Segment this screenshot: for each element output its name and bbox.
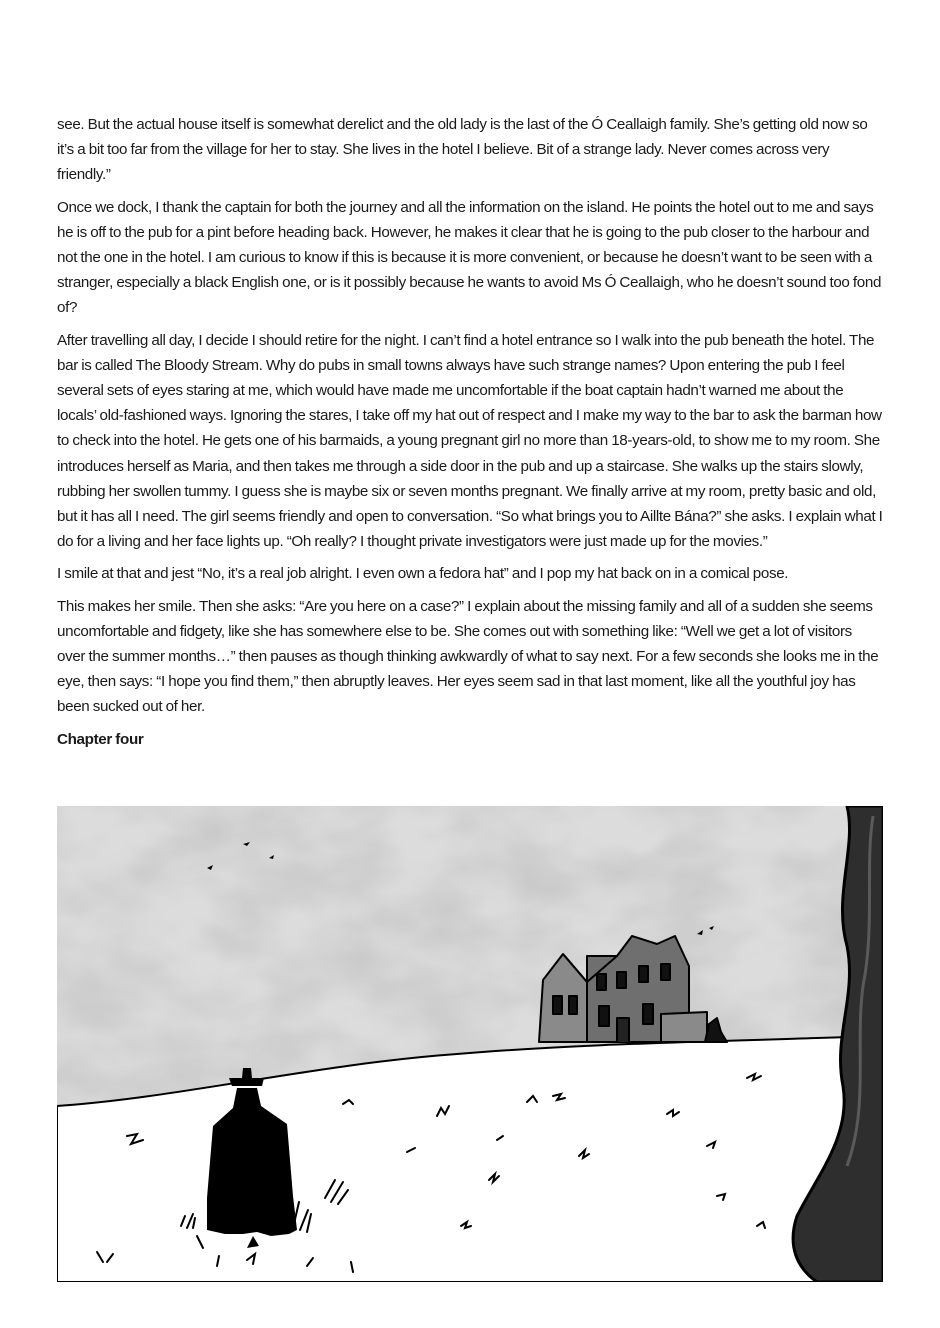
paragraph-4: I smile at that and jest “No, it’s a real job alright. I even own a fedora hat” and I pop my hat back on in a comical pose. xyxy=(57,565,789,583)
illustration-svg xyxy=(57,806,883,1282)
paragraph-2: Once we dock, I thank the captain for both the journey and all the information on the island. He points the hotel out to me and says he is off to the pub for a pint before heading back. However, he makes it clear that he is going to the pub closer to the harbour and not the one in the hotel. I am curious to know if this is because it is more convenient, or because he doesn’t want to be seen with a stranger, especially a black English one, or is it possibly because he wants to avoid Ms Ó Ceallaigh, who he doesn’t sound too fond of? xyxy=(57,198,882,317)
document-body xyxy=(57,112,883,752)
comic-illustration xyxy=(57,806,883,1282)
chapter-heading: Chapter four xyxy=(57,730,144,748)
paragraph-1: see. But the actual house itself is somewhat derelict and the old lady is the last of the Ó Ceallaigh family. She’s getting old now so it’s a bit too far from the village for her to stay. She lives in the hotel I believe. Bit of a strange lady. Never comes across very friendly.” xyxy=(57,116,868,184)
paragraph-3: After travelling all day, I decide I should retire for the night. I can’t find a hotel entrance so I walk into the pub beneath the hotel. The bar is called The Bloody Stream. Why do pubs in small towns always have such strange names? Upon entering the pub I feel several sets of eyes staring at me, which would have made me uncomfortable if the boat captain hadn’t warned me about the locals’ old-fashioned ways. Ignoring the stares, I take off my hat out of respect and I make my way to the bar to ask the barman how to check into the hotel. He gets one of his barmaids, a young pregnant girl no more than 18-years-old, to show me to my room. She introduces herself as Maria, and then takes me through a side door in the pub and up a staircase. She walks up the stairs slowly, rubbing her swollen tummy. I guess she is maybe six or seven months pregnant. We finally arrive at my room, pretty basic and old, but it has all I need. The girl seems friendly and open to conversation. “So what brings you to Aillte Bána?” she asks. I explain what I do for a living and her face lights up. “Oh really? I thought private investigators were just made up for the movies.” xyxy=(57,331,883,551)
paragraph-5: This makes her smile. Then she asks: “Are you here on a case?” I explain about the missing family and all of a sudden she seems uncomfortable and fidgety, like she has somewhere else to be. She comes out with something like: “Well we get a lot of visitors over the summer months…” then pauses as though thinking awkwardly of what to say next. For a few seconds she looks me in the eye, then says: “I hope you find them,” then abruptly leaves. Her eyes seem sad in that last moment, like all the youthful joy has been sucked out of her. xyxy=(57,597,879,716)
